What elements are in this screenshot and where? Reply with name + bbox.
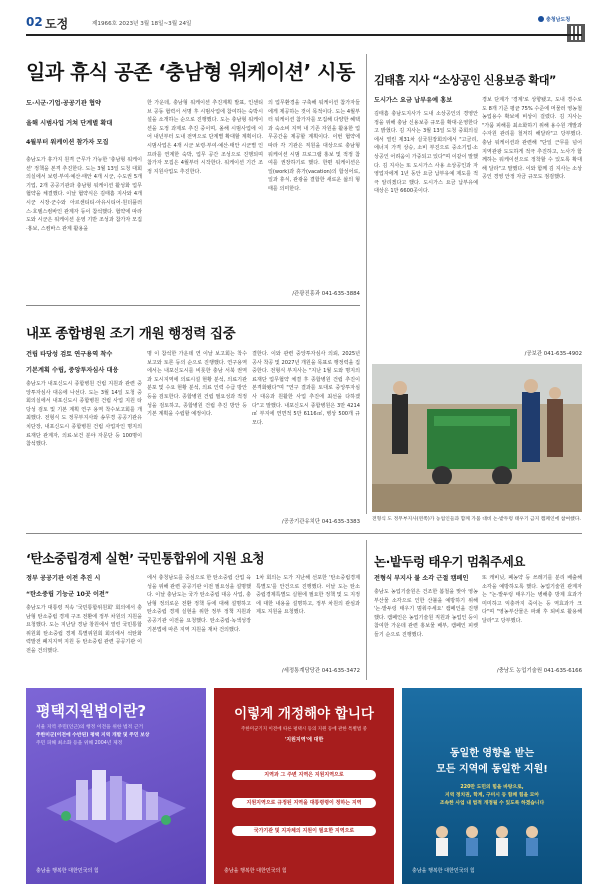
issue-date: 제1966호 2023년 3월 18일~3월 24일 xyxy=(92,21,192,27)
banner1-line-1: 서울 지역 주민(인근)의 행정 이전을 위한 법적 근거 xyxy=(36,725,144,730)
qr-code-icon xyxy=(567,24,585,42)
divider-v-1 xyxy=(366,54,367,514)
a5-col-2: 또 캐비닛, 폐농약 등 쓰레기를 분리 배출해 소각을 예방하도록 했다. 농업기술원 관계자는 "논·밭두렁 태우기는 병해충 방제 효과가 미미하고 익충까지 죽이는 등 역효과가 크다"며 "영농부산물은 파쇄 후 퇴비로 활용해 달라"고 당부했다. xyxy=(482,575,582,624)
a3-headline: 내포 종합병원 조기 개원 행정력 집중 xyxy=(26,326,236,342)
banner2-item-2: 지원지역으로 규정된 지역을 대통령령이 정하는 지역 xyxy=(232,798,376,808)
campaign-photo xyxy=(372,364,582,512)
banner3-lines xyxy=(410,784,574,808)
banner2-footer: 충남을 행복한 대한민국의 힘 xyxy=(224,868,287,874)
a4-col-3: 1차 회의는 도가 지난해 선포한 '탄소중립경제 특별도'를 안건으로 진행했다. 이날 도는 탄소중립경제특별도 실현에 필요한 정책 및 도 지정에 대한 내용을 설명하고, 정부 차원의 관심과 제도 지원을 요청했다. xyxy=(256,575,360,616)
banner3-line-2: 지역 정치권, 학계, 구미시 등 함께 힘을 모아 xyxy=(444,793,540,798)
a4-sub-1: 정부 공공기관 이전 추진 시 xyxy=(26,575,101,582)
banner1-line-2: 주한미군(이전에 수반된) 평택 지역 개발 및 주민 보상 xyxy=(36,733,150,738)
banner3-line-1: 220만 도민의 힘을 바탕으로, xyxy=(460,785,524,790)
a5-col-1: 충남도 농업기술원은 건조한 봄철을 맞아 영농부산물 소각으로 인한 산불을 예방하기 위해 '논·밭두렁 태우기 멈춰주세요' 캠페인을 진행했다. 캠페인은 농업기술원 직원과 농업인 등이 참여한 가운데 관련 홍보물 배부, 캠페인 피켓 들기 순으로 진행했다. xyxy=(374,589,478,638)
a4-sub-2: “탄소중립 기능군 10곳 이전” xyxy=(26,590,109,598)
a3-col-2: 명 이 참석한 가운데 연 이날 보고회는 착수 보고와 토론 등의 순으로 진행했다. 연구용역에서는 내포신도시를 비롯한 충남 서북 권역과 도시지역에 의료시설 현황 분석, 의료기관 분포 및 수요 현황 분석, 의료 인력 수급 방안 등을 검토한다. 종합병원 건립 필요성과 적정성을 검토하고, 종합병원 건립 추진 방안 등 기본 계획을 수립할 예정이다. xyxy=(147,351,247,418)
page-header xyxy=(26,12,582,36)
photo-scene xyxy=(372,364,582,512)
a4-contact: /세정통계담당관 041-635-3472 xyxy=(281,668,360,674)
banner3-title: 동일한 영향을 받는 xyxy=(449,748,535,759)
photo-caption: 전형식 도 정무부지사(왼쪽)가 농업인들과 함께 가뭄 대비 논·밭두렁 태우기 금지 캠페인에 참여했다. xyxy=(372,517,581,522)
a5-contact: /충남도 농업기술원 041-635-6166 xyxy=(496,668,582,674)
a4-subhead xyxy=(26,574,142,599)
people-illustration xyxy=(412,818,572,858)
a3-col-1: 충남도가 내포신도시 종합병원 건립 지원과 관련 중앙투자심사 대응에 나선다. 도는 3월 14일 도청 중회의실에서 내포신도시 종합병원 건립 사업 지원 타당성 검토 및 기본 계획 연구 용역 착수보고회를 개최했다. 전형식 도 정무부지사와 송무경 공공기관유치단장, 내포신도시 종합병원 건립 사업자인 명지의료재단 관계자, 의료·보건 분야 자문단 등 100명이 참석했다. xyxy=(26,381,142,448)
header-rule xyxy=(26,34,582,36)
banner3-title2: 모든 지역에 동일한 지원! xyxy=(436,764,548,775)
city-illustration xyxy=(36,758,196,848)
a3-sub-2: 기본계획 수립, 중앙투자심사 대응 xyxy=(26,366,119,374)
a1-contact: /관광진흥과 041-635-3884 xyxy=(292,291,360,297)
page-number: 02 xyxy=(26,15,43,29)
banner-amendment[interactable] xyxy=(214,688,394,884)
divider-h-1 xyxy=(26,305,360,306)
a1-col-3: 의 업무환경을 구축해 워케이션 참가자들에게 제공하는 것이 목적이다. 도는 4월부터 워케이션 참가자를 모집해 다양한 혜택과 숙소비 지역 내 기존 자원을 활용한 업무공간을 제공할 계획이다. 이번 협약에 따라 각 기관은 직원을 대상으로 충남형 워케이션 시범 프로그램 홍보 및 적정 참여를 권장하기로 했다. 한편 워케이션은 일(work)과 휴가(vacation)의 합성어로, 일과 휴식, 관광을 결합한 새로운 삶의 형태를 의미한다. xyxy=(268,100,360,192)
banner1-footer: 충남을 행복한 대한민국의 힘 xyxy=(36,868,99,874)
banner3-line-3: 조속한 사업 내 법적 개정될 수 있도록 하겠습니다 xyxy=(439,801,545,806)
banner1-line-3: 주민 피해 최소화 등을 위해 2004년 제정 xyxy=(36,741,123,746)
logo-text: 충청남도청 xyxy=(546,17,571,23)
a5-subhead: 전형식 부지사 불 소각 근절 캠페인 xyxy=(374,575,469,582)
divider-h-2 xyxy=(26,533,582,534)
a4-headline: ‘탄소중립경제 실현’ 국민통합위에 지원 요청 xyxy=(26,552,265,567)
banner1-lines xyxy=(36,724,201,748)
a1-col-2: 한 가운데, 충남형 워케이션 추진계획 발표, 인센티브 공동 협력서 서명 후 시범사업에 참여하는 숙박시설을 소개하는 순으로 진행했다. 도는 충남형 워케이션을 도정 과제로 추진 중이며, 올해 시범사업에 이어 내년부터 도내 전역으로 단계별 확대할 계획이다. 시범사업은 4개 시군 보령·부여·예산·태안 시군별 인프라를 연계한 숙박, 업무 공간 조성으로 진행되며 참가자 모집은 4월부터 시작한다. 워케이션 기간 조정 지원사업도 추진한다. xyxy=(147,100,263,175)
logo-icon xyxy=(538,16,544,22)
section-name: 도정 xyxy=(45,17,69,31)
divider-v-2 xyxy=(366,540,367,680)
banner3-footer: 충남을 행복한 대한민국의 힘 xyxy=(412,868,475,874)
banner2-label: '지원지역'에 대한 xyxy=(284,737,324,743)
a4-col-2: 에서 충청남도를 중심으로 한 탄소중립 산업 육성을 위해 관련 공공기관 이전 필요성을 설명했다. 이날 충남도는 국가 탄소중립 대응 사업, 충남형 정의로운 전환 정책 등에 대해 설명하고 탄소중립 경제 실현을 위한 정부 정책 지원과 공공기관 이전을 요청했다. 탄소중립·녹색성장 기본법에 따른 지역 지원을 재차 건의했다. xyxy=(147,575,251,633)
a2-col-2: 경보 단계가 '경계'로 상향됐고, 도내 경수로도 8개 기준 평균 75% 수준에 머물러 영농철 농업용수 확보에 비상이 걸렸다. 김 지사는 "가뭄 피해를 최소화하기 위해 용수원 개발과 수자원 관리를 철저히 해달라"고 당부했다. 충남 워케이션과 관련해 "단일 근무를 넘어 지역관광 도도하게 적극 추진하고, 노사가 함께하는 워케이션으로 정착할 수 있도록 확대해 달라"고 말했다. 이와 함께 김 지사는 소상공인 경영 안정 자금 규모도 점검했다. xyxy=(482,97,582,181)
banner-equal-support[interactable] xyxy=(402,688,582,884)
a3-col-3: 결한다. 이와 관련 중앙투자심사 의뢰, 2025년 공사 착공 및 2027년 개원을 목표로 행정력을 집중한다. 전형식 부지사는 "지난 1월 도와 명지의료재단 업무협약 체결 후 종합병원 건립 추진이 본격화됐다"며 "연구 결과를 토대로 중앙투자심사 대응과 원활한 사업 추진에 최선을 다하겠다"고 말했다. 내포신도시 종합병원은 3만 4214㎡ 부지에 연면적 5만 6116㎡, 병상 500개 규모다. xyxy=(252,351,360,426)
a3-subhead xyxy=(26,350,142,375)
a1-sub-2: 올해 시범사업 거쳐 단계별 확대 xyxy=(26,119,113,127)
banner2-item-3: 국가기관 및 지자체의 지원이 필요한 지역으로 xyxy=(232,826,376,836)
banner2-intro: 주한미군기지 이전에 따른 평택시 등의 지원 등에 관한 특별법 중 xyxy=(241,727,367,732)
a2-headline: 김태흠 지사 “소상공인 신용보증 확대” xyxy=(374,74,556,87)
a3-contact: /공공기관유치단 041-635-3383 xyxy=(281,519,360,525)
banner2-title: 이렇게 개정해야 합니다 xyxy=(234,706,374,722)
a2-subhead: 도시가스 요금 납부유예 홍보 xyxy=(374,97,453,104)
banner-pyeongtaek-law[interactable] xyxy=(26,688,206,884)
a1-subhead xyxy=(26,99,142,148)
a2-contact: /공보관 041-635-4902 xyxy=(524,351,582,357)
banner1-title: 평택지원법이란? xyxy=(36,702,147,720)
a1-col-1: 충남도가 휴가지 원격 근무가 가능한 '충남형 워케이션' 정책을 본격 추진한다. 도는 3월 13일 도청 대회의실에서 보령·부여·예산·태안 4개 시군, 수도권 5개 기업, 2개 공공기관과 충남형 워케이션 활성화 업무협약을 체결했다. 이날 협약식은 김태흠 지사와 4개 시군 시장·군수와 아르센티티·아유시티어·원더플러스·호텔스컴바인 관계자 등이 참석했다. 협약에 따라 도와 시군은 워케이션 운영 기반 조성과 참가자 모집·홍보, 스컴바스 관계 활용을 xyxy=(26,157,142,232)
a2-col-1: 김태흠 충남도지사가 도내 소상공인의 경영안정을 위해 충남 신용보증 규모를 확대·운영한다고 밝혔다. 김 지사는 3월 13일 도청 중회의실에서 열린 제31차 실국원장회의에서 "고금리, 에너지 가격 상승, 소비 부진으로 중소기업·소상공인 어려움이 가중되고 있다"며 이같이 말했다. 김 지사는 또 도시가스 사용 소상공인과 자영업자에게 1년 동안 요금 납부유예 제도를 적극 알리겠다고 했다. 도시가스 요금 납부유예 대상은 1만 6600곳이다. xyxy=(374,111,478,195)
banner2-item-1: 지역과 그 주변 지역은 지원지역으로 xyxy=(232,770,376,780)
a5-headline: 논·밭두렁 태우기 멈춰주세요 xyxy=(374,554,525,569)
a1-sub-3: 4월부터 워케이션 참가자 모집 xyxy=(26,139,109,146)
a1-headline: 일과 휴식 공존 ‘충남형 워케이션’ 시동 xyxy=(26,60,355,84)
a3-sub-1: 건립 타당성 검토 연구용역 착수 xyxy=(26,351,113,358)
a4-col-1: 충남도가 대통령 직속 '국민통합위원회' 회의에서 충남형 탄소중립 경제 구조 전환에 정부 차원의 지원을 요청했다. 도는 지난달 경남 창원에서 열린 국민통합위원회 탄소중립 경제 특별위원회 회의에서 석탄화력발전 폐지지역 지원 등 탄소중립 관련 공공기관 이전을 건의했다. xyxy=(26,605,142,654)
a1-sub-1: 도·시군·기업·공공기관 협약 xyxy=(26,100,101,107)
